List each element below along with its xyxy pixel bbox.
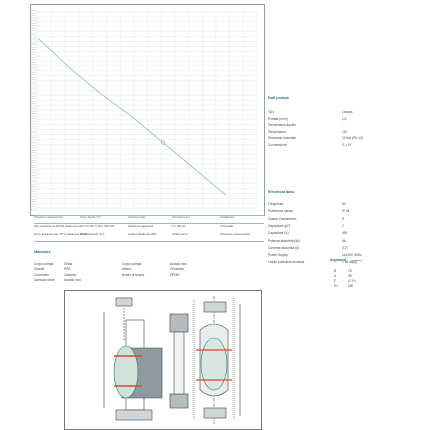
dimensions-title: Ingombri (330, 258, 347, 262)
material-component: Corpo pompa (122, 262, 142, 266)
table-header-cell: Pressione massima (bar) (34, 216, 63, 219)
y-axis-tick (31, 11, 36, 14)
table-cell: Orizzontale (220, 225, 234, 228)
electrical-data-value: 400 (342, 231, 348, 236)
electrical-data-value: 1x230V, 50Hz (342, 253, 362, 258)
material-component: Cuscinetto (34, 272, 50, 277)
pump-data-row (268, 110, 398, 116)
pump-curve-chart (30, 4, 265, 216)
y-axis-tick (31, 94, 36, 97)
y-axis-tick (31, 64, 36, 67)
pump-data-label: Portata (m³/h) (268, 116, 288, 121)
spec-table (34, 215, 264, 243)
y-axis-tick (31, 128, 36, 131)
y-axis-tick (31, 15, 36, 18)
pump-data-label: Connessione (268, 142, 287, 147)
electrical-data-label: Livello pressione acustica (268, 260, 305, 265)
electrical-data-label: Frequenza (268, 202, 284, 206)
electrical-data-label: Protezione classe (268, 209, 294, 214)
table-cell: 5 m (50 Hz) (172, 225, 186, 228)
dimension-value: 180 (348, 284, 354, 288)
material-component: Girante (34, 267, 45, 272)
y-axis-tick (31, 197, 36, 200)
y-axis-tick (31, 148, 36, 151)
electrical-data-value: 2 (342, 223, 344, 228)
electrical-data-row (268, 224, 398, 230)
pump-data-value: 10 bar (PN 10) (342, 136, 363, 140)
dimensions-section (330, 258, 400, 312)
y-axis-tick (31, 202, 36, 205)
y-axis-tick (31, 113, 36, 116)
dimension-value: G 1½ (348, 279, 356, 283)
pump-data-row (268, 130, 398, 136)
y-axis-tick (31, 69, 36, 72)
y-axis-tick (31, 182, 36, 185)
y-axis-tick (31, 20, 36, 23)
y-axis-tick (31, 118, 36, 121)
material-value: EPDM (170, 272, 180, 277)
material-value: Ceramica (170, 267, 184, 272)
dimension-value: 35 (348, 274, 352, 278)
y-axis-tick (31, 104, 36, 107)
pump-data-label: Pressione nominale (268, 136, 296, 140)
y-axis-tick (31, 40, 36, 43)
electrical-data-label: Power Supply (268, 253, 288, 258)
table-header-cell: Installazione (220, 216, 235, 219)
table-header-cell: Prevalenza (m) (172, 216, 190, 219)
pump-data-value: Lowara (342, 110, 353, 114)
electrical-data-label: Potenza assorbita (W) (268, 238, 300, 243)
y-axis-tick (31, 207, 36, 210)
pump-data-label: Temperatura (268, 129, 286, 134)
table-cell: Protezione motore inclusa (220, 233, 250, 236)
pump-curve-line (38, 38, 226, 195)
electrical-data-value: H (342, 216, 345, 221)
pump-data-value: 110 (342, 129, 348, 134)
table-cell: Max. pressione 10 (PN10) Classe isol. H (34, 225, 81, 228)
y-axis-tick (31, 89, 36, 92)
pump-data-title: Dati pompa (268, 96, 289, 100)
y-axis-tick (31, 30, 36, 33)
pump-data-label: Temperatura liquido (268, 123, 296, 127)
electrical-data-value: 50 (342, 202, 346, 206)
y-axis-tick (31, 167, 36, 170)
electrical-data-label: Classe d'isolamento (268, 216, 297, 221)
y-axis-tick (31, 177, 36, 180)
dimension-label: F (334, 279, 336, 283)
electrical-data-row (268, 239, 398, 245)
table-cell: Acqua / glicole max 50% (128, 233, 157, 236)
electrical-data-value: < 45 dB(A) (342, 260, 358, 265)
pump-data-value: 1,6 (342, 116, 347, 121)
material-component: Camicia rotore (34, 277, 55, 282)
material-component: Corpo pompa (34, 262, 54, 266)
pump-data-row (268, 123, 398, 129)
table-cell: Vedere curve (172, 233, 188, 236)
material-value: Acciaio inox (64, 277, 82, 282)
electrical-data-row (268, 231, 398, 237)
electrical-data-row (268, 217, 398, 223)
pump-data-value: - (342, 123, 344, 127)
y-axis-tick (31, 143, 36, 146)
electrical-data-row (268, 246, 398, 252)
y-axis-tick (31, 192, 36, 195)
dimension-label: H1 (334, 284, 339, 288)
material-component: Anello di tenuta (122, 272, 144, 277)
dimension-label: B (334, 269, 337, 273)
pump-data-section (268, 96, 398, 170)
dimension-row (334, 284, 400, 290)
y-axis-tick (31, 109, 36, 112)
y-axis-tick (31, 35, 36, 38)
pump-data-row (268, 136, 398, 142)
material-component: Albero (122, 267, 132, 272)
y-axis-tick (31, 45, 36, 48)
materials-title: Materials (34, 250, 51, 254)
y-axis-tick (31, 158, 36, 161)
table-cell: Funzionamento: 24 h (80, 233, 105, 236)
pump-data-label: Tipo (268, 110, 275, 114)
table-cell: Liquidi non aggressivi (128, 225, 153, 228)
y-axis-tick (31, 50, 36, 53)
electrical-data-section (268, 190, 398, 266)
pump-data-row (268, 117, 398, 123)
y-axis-tick (31, 172, 36, 175)
dimension-value: 78 (348, 269, 352, 273)
pump-data-row (268, 143, 398, 149)
electrical-data-label: Corrente assorbita (A) (268, 245, 300, 250)
table-header-cell: Liquidi pompati (128, 216, 146, 219)
table-header-cell: Temp. liquido (°C) (80, 216, 101, 219)
electrical-data-label: Capacitore (V) (268, 231, 289, 236)
y-axis-tick (31, 123, 36, 126)
y-axis-tick (31, 153, 36, 156)
pump-data-value: G 1 ½" (342, 142, 352, 147)
y-axis-tick (31, 79, 36, 82)
y-axis-tick (31, 133, 36, 136)
pump-side-view (114, 298, 194, 420)
materials-section (34, 250, 266, 282)
y-axis-tick (31, 187, 36, 190)
material-value: Acciaio inox (170, 262, 188, 266)
y-axis-tick (31, 55, 36, 58)
material-value: Carbone (64, 272, 77, 277)
y-axis-tick (31, 99, 36, 102)
table-cell: Temp. ambiente max. 40 °C Grado prot. IP 44 (34, 233, 87, 236)
y-axis-tick (31, 138, 36, 141)
electrical-data-value: 0,27 (342, 245, 349, 250)
electrical-data-row (268, 209, 398, 215)
dimension-label: D (334, 274, 337, 278)
electrical-data-value: 46 (342, 238, 346, 243)
table-cell: -10 °C/+110 °C Max. 95% UR (80, 225, 115, 228)
pump-dimension-drawing (64, 290, 262, 430)
electrical-data-row (268, 202, 398, 208)
electrical-data-label: Capacitore (µF) (268, 223, 291, 228)
y-axis-tick (31, 60, 36, 63)
y-axis-tick (31, 74, 36, 77)
material-value: Ghisa (64, 262, 73, 266)
electrical-data-value: IP 44 (342, 209, 350, 214)
y-axis-tick (31, 162, 36, 165)
dimensions-title-rule (352, 260, 362, 261)
electrical-data-title: Electrical data (268, 190, 294, 194)
y-axis-tick (31, 84, 36, 87)
material-value: PPS (64, 267, 71, 272)
y-axis-tick (31, 25, 36, 28)
